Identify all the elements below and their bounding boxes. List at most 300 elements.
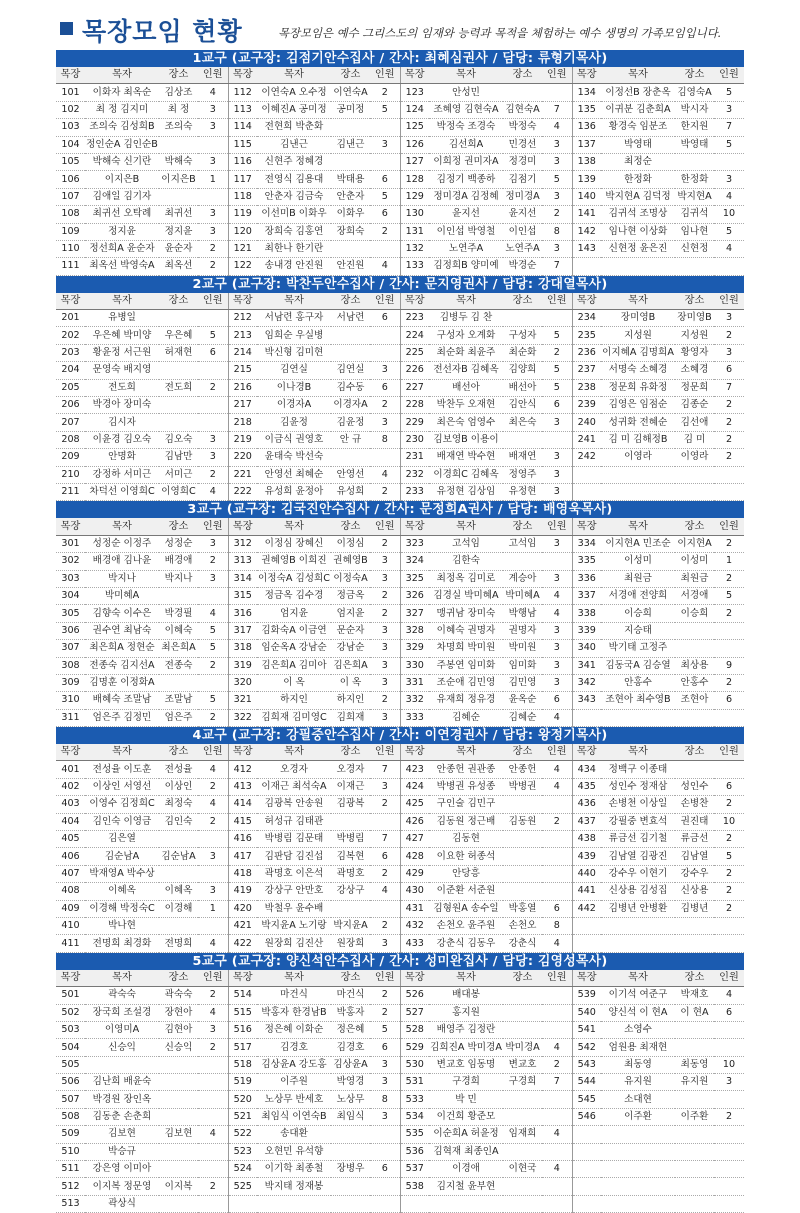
column-header: 목자 [85, 518, 159, 535]
meeting-place: 김현아 [159, 1021, 198, 1038]
member-count [542, 1021, 572, 1038]
meeting-place [503, 848, 542, 865]
column-header: 목자 [85, 744, 159, 761]
group-number: 224 [400, 327, 429, 344]
group-number: 132 [400, 240, 429, 257]
group-number: 134 [572, 84, 601, 101]
meeting-place [675, 1126, 714, 1143]
member-count: 2 [198, 987, 228, 1004]
member-count [370, 813, 400, 830]
leader-names: 박철우 윤수배 [257, 900, 331, 917]
member-count: 4 [542, 761, 572, 778]
group-number: 541 [572, 1021, 601, 1038]
table-row [56, 1195, 744, 1212]
meeting-place [159, 397, 198, 414]
member-count [542, 1195, 572, 1212]
column-header: 인원 [198, 744, 228, 761]
group-number: 545 [572, 1091, 601, 1108]
group-number: 341 [572, 657, 601, 674]
group-number: 511 [56, 1161, 85, 1178]
leader-names: 박경아 장미숙 [85, 397, 159, 414]
leader-names: 강춘식 김동우 [429, 935, 503, 952]
group-number: 137 [572, 136, 601, 153]
group-number: 408 [56, 883, 85, 900]
group-number: 439 [572, 848, 601, 865]
member-count [542, 310, 572, 327]
meeting-place: 유정현 [503, 483, 542, 500]
member-count: 4 [542, 587, 572, 604]
leader-names: 정문희 유화정 [601, 379, 675, 396]
member-count [714, 1161, 744, 1178]
member-count: 3 [370, 709, 400, 726]
table-row [56, 1108, 744, 1125]
leader-names: 전성율 이도훈 [85, 761, 159, 778]
column-header: 목자 [601, 744, 675, 761]
leader-names: 배경애 김나윤 [85, 553, 159, 570]
leader-names: 김정기 백종하 [429, 171, 503, 188]
column-header: 인원 [370, 744, 400, 761]
leader-names: 유지원 [601, 1074, 675, 1091]
meeting-place [675, 1195, 714, 1212]
member-count: 2 [714, 1108, 744, 1125]
meeting-place: 마건식 [331, 987, 370, 1004]
leader-names: 신현정 윤은진 [601, 240, 675, 257]
meeting-place [159, 1143, 198, 1160]
leader-names: 박영태 [601, 136, 675, 153]
group-number: 335 [572, 553, 601, 570]
meeting-place: 김상조 [159, 84, 198, 101]
leader-names: 배선아 [429, 379, 503, 396]
meeting-place: 성인수 [675, 778, 714, 795]
group-number: 544 [572, 1074, 601, 1091]
leader-names: 김낸근 [257, 136, 331, 153]
group-number: 327 [400, 605, 429, 622]
meeting-place: 김순남A [159, 848, 198, 865]
member-count: 5 [198, 327, 228, 344]
member-count: 3 [198, 206, 228, 223]
member-count: 3 [198, 153, 228, 170]
meeting-place: 김점기 [503, 171, 542, 188]
leader-names: 변교호 임동명 [429, 1056, 503, 1073]
member-count: 4 [542, 778, 572, 795]
column-header: 목장 [228, 67, 257, 84]
member-count: 7 [370, 831, 400, 848]
meeting-place: 소혜경 [675, 362, 714, 379]
meeting-place: 김남만 [159, 449, 198, 466]
meeting-place: 원장희 [331, 935, 370, 952]
meeting-place: 안영선 [331, 466, 370, 483]
group-number: 126 [400, 136, 429, 153]
member-count: 1 [198, 171, 228, 188]
group-number: 316 [228, 605, 257, 622]
member-count [714, 258, 744, 275]
group-number: 425 [400, 796, 429, 813]
member-count: 2 [370, 483, 400, 500]
group-number: 418 [228, 865, 257, 882]
column-header: 목자 [85, 970, 159, 987]
group-number: 113 [228, 101, 257, 118]
group-number: 518 [228, 1056, 257, 1073]
member-count: 4 [198, 796, 228, 813]
meeting-place [675, 1161, 714, 1178]
table-row [56, 865, 744, 882]
leader-names: 김동원 정근배 [429, 813, 503, 830]
member-count: 3 [198, 883, 228, 900]
meeting-place [503, 1143, 542, 1160]
leader-names: 정인순A 김인순B [85, 136, 159, 153]
group-number: 422 [228, 935, 257, 952]
table-row [56, 240, 744, 257]
column-header: 인원 [714, 970, 744, 987]
group-number [572, 1178, 601, 1195]
column-header: 목자 [601, 67, 675, 84]
member-count: 4 [198, 761, 228, 778]
meeting-place: 조의숙 [159, 119, 198, 136]
member-count: 2 [198, 657, 228, 674]
member-count [542, 1108, 572, 1125]
group-number: 430 [400, 883, 429, 900]
group-number: 211 [56, 483, 85, 500]
member-count [198, 1195, 228, 1212]
group-number: 404 [56, 813, 85, 830]
leader-names: 이성미 [601, 553, 675, 570]
member-count: 2 [370, 84, 400, 101]
district-banner: 2교구 (교구장: 박찬두안수집사 / 간사: 문지영권사 / 담당: 강대열목사) [56, 276, 744, 293]
member-count [198, 188, 228, 205]
group-number [572, 935, 601, 952]
leader-names: 이기학 최종철 [257, 1161, 331, 1178]
table-row [56, 1161, 744, 1178]
column-header: 장소 [331, 67, 370, 84]
member-count: 2 [198, 1039, 228, 1056]
group-number: 502 [56, 1004, 85, 1021]
leader-names: 김화숙A 이금연 [257, 622, 331, 639]
group-number: 101 [56, 84, 85, 101]
meeting-place: 임미화 [503, 657, 542, 674]
leader-names: 이영수 김정희C [85, 796, 159, 813]
column-header: 목장 [228, 518, 257, 535]
column-header: 장소 [331, 293, 370, 310]
column-header: 목장 [228, 293, 257, 310]
meeting-place: 곽숙숙 [159, 987, 198, 1004]
leader-names [601, 483, 675, 500]
meeting-place [159, 674, 198, 691]
column-header: 장소 [503, 744, 542, 761]
group-number: 411 [56, 935, 85, 952]
leader-names: 엄은주 김정민 [85, 709, 159, 726]
leader-names: 황경숙 임분조 [601, 119, 675, 136]
meeting-place: 이주환 [675, 1108, 714, 1125]
leader-names: 안홍수 [601, 674, 675, 691]
member-count: 2 [714, 397, 744, 414]
meeting-place: 노연주A [503, 240, 542, 257]
member-count: 3 [198, 570, 228, 587]
leader-names: 박지나 [85, 570, 159, 587]
meeting-place [159, 1091, 198, 1108]
leader-names: 강수우 이현기 [601, 865, 675, 882]
member-count: 3 [370, 362, 400, 379]
group-number: 406 [56, 848, 85, 865]
column-header: 인원 [198, 293, 228, 310]
meeting-place: 김민영 [503, 674, 542, 691]
group-number: 120 [228, 223, 257, 240]
group-number: 537 [400, 1161, 429, 1178]
district-table [56, 293, 744, 502]
group-number: 421 [228, 917, 257, 934]
leader-names [601, 1178, 675, 1195]
member-count: 7 [542, 258, 572, 275]
meeting-place: 전종숙 [159, 657, 198, 674]
group-number: 143 [572, 240, 601, 257]
table-row [56, 1021, 744, 1038]
member-count: 3 [542, 466, 572, 483]
meeting-place: 김은희A [331, 657, 370, 674]
meeting-place: 김선애 [675, 414, 714, 431]
meeting-place: 이경자A [331, 397, 370, 414]
leader-names: 이지복 정문영 [85, 1178, 159, 1195]
member-count: 2 [714, 674, 744, 691]
column-header: 인원 [370, 970, 400, 987]
column-header: 목장 [400, 67, 429, 84]
member-count [542, 1143, 572, 1160]
leader-names: 유성희 윤정아 [257, 483, 331, 500]
leader-names: 장국희 조설경 [85, 1004, 159, 1021]
group-number: 213 [228, 327, 257, 344]
member-count: 9 [714, 657, 744, 674]
meeting-place: 박영경 [331, 1074, 370, 1091]
leader-names: 임순옥A 강남순 [257, 640, 331, 657]
meeting-place: 이정숙A [331, 570, 370, 587]
table-row [56, 1074, 744, 1091]
meeting-place: 정경미 [503, 153, 542, 170]
group-number: 107 [56, 188, 85, 205]
group-number: 405 [56, 831, 85, 848]
group-number: 203 [56, 344, 85, 361]
member-count: 2 [198, 466, 228, 483]
meeting-place [331, 1178, 370, 1195]
member-count: 3 [198, 449, 228, 466]
leader-names: 구성자 오계화 [429, 327, 503, 344]
group-number: 212 [228, 310, 257, 327]
meeting-place: 윤지선 [503, 206, 542, 223]
leader-names: 황윤정 서근원 [85, 344, 159, 361]
leader-names: 손병천 이상일 [601, 796, 675, 813]
member-count: 2 [370, 692, 400, 709]
column-header: 장소 [503, 293, 542, 310]
meeting-place: 이정심 [331, 535, 370, 552]
meeting-place: 김영숙A [675, 84, 714, 101]
member-count [370, 1178, 400, 1195]
group-number: 340 [572, 640, 601, 657]
leader-names: 최한나 한기란 [257, 240, 331, 257]
group-number: 133 [400, 258, 429, 275]
column-header: 인원 [370, 518, 400, 535]
table-row [56, 188, 744, 205]
meeting-place: 한지원 [675, 119, 714, 136]
member-count: 2 [542, 344, 572, 361]
member-count: 3 [370, 570, 400, 587]
leader-names: 양신석 이 현A [601, 1004, 675, 1021]
member-count: 6 [370, 310, 400, 327]
meeting-place: 강춘식 [503, 935, 542, 952]
table-row [56, 848, 744, 865]
meeting-place: 박시자 [675, 101, 714, 118]
group-number: 220 [228, 449, 257, 466]
meeting-place: 구성자 [503, 327, 542, 344]
group-number [572, 917, 601, 934]
member-count: 3 [542, 240, 572, 257]
meeting-place: 엄은주 [159, 709, 198, 726]
group-number: 321 [228, 692, 257, 709]
group-number: 221 [228, 466, 257, 483]
member-count: 3 [714, 101, 744, 118]
group-number: 419 [228, 883, 257, 900]
member-count: 3 [370, 136, 400, 153]
leader-names: 김윤정 [257, 414, 331, 431]
table-row [56, 119, 744, 136]
member-count: 5 [542, 171, 572, 188]
meeting-place [503, 1091, 542, 1108]
group-number: 533 [400, 1091, 429, 1108]
table-row [56, 310, 744, 327]
group-number: 318 [228, 640, 257, 657]
member-count: 3 [714, 1074, 744, 1091]
meeting-place: 이지현A [675, 535, 714, 552]
leader-names: 최정순 [601, 153, 675, 170]
member-count [198, 310, 228, 327]
member-count: 2 [714, 605, 744, 622]
meeting-place: 김희재 [331, 709, 370, 726]
meeting-place: 이화우 [331, 206, 370, 223]
meeting-place: 황영자 [675, 344, 714, 361]
column-header: 장소 [159, 518, 198, 535]
meeting-place: 박태용 [331, 171, 370, 188]
meeting-place [675, 761, 714, 778]
group-number: 414 [228, 796, 257, 813]
member-count: 2 [714, 431, 744, 448]
member-count: 3 [198, 223, 228, 240]
table-row [56, 535, 744, 552]
meeting-place: 박미원 [503, 640, 542, 657]
group-number: 435 [572, 778, 601, 795]
member-count: 6 [370, 1039, 400, 1056]
table-row [56, 674, 744, 691]
member-count: 2 [370, 917, 400, 934]
leader-names: 차덕선 이영희C [85, 483, 159, 500]
group-number [572, 1143, 601, 1160]
member-count: 6 [370, 206, 400, 223]
leader-names: 박지현A 김덕정 [601, 188, 675, 205]
leader-names: 송대환 [257, 1126, 331, 1143]
meeting-place [331, 153, 370, 170]
leader-names: 권수연 최남숙 [85, 622, 159, 639]
meeting-place [503, 883, 542, 900]
member-count [714, 1021, 744, 1038]
meeting-place: 김동원 [503, 813, 542, 830]
meeting-place: 서경애 [675, 587, 714, 604]
group-number: 433 [400, 935, 429, 952]
table-row [56, 761, 744, 778]
leader-names: 강정하 서미근 [85, 466, 159, 483]
group-number: 402 [56, 778, 85, 795]
meeting-place: 정은혜 [331, 1021, 370, 1038]
group-number: 432 [400, 917, 429, 934]
group-number: 514 [228, 987, 257, 1004]
leader-names: 신현주 정혜경 [257, 153, 331, 170]
meeting-place [331, 240, 370, 257]
group-number: 210 [56, 466, 85, 483]
meeting-place: 고석임 [503, 535, 542, 552]
member-count [542, 848, 572, 865]
member-count [714, 1091, 744, 1108]
meeting-place: 민경선 [503, 136, 542, 153]
group-number: 102 [56, 101, 85, 118]
leader-names: 유정현 김상임 [429, 483, 503, 500]
meeting-place [503, 1004, 542, 1021]
group-number: 214 [228, 344, 257, 361]
meeting-place: 이혜옥 [159, 883, 198, 900]
member-count: 5 [714, 587, 744, 604]
column-header: 인원 [714, 744, 744, 761]
group-number: 130 [400, 206, 429, 223]
leader-names: 이경자A [257, 397, 331, 414]
meeting-place: 윤옥순 [503, 692, 542, 709]
meeting-place: 박지나 [159, 570, 198, 587]
member-count [198, 397, 228, 414]
group-number: 121 [228, 240, 257, 257]
leader-names: 이경희C 김혜옥 [429, 466, 503, 483]
meeting-place: 안종헌 [503, 761, 542, 778]
meeting-place: 박정숙 [503, 119, 542, 136]
member-count: 5 [542, 362, 572, 379]
meeting-place [675, 1143, 714, 1160]
group-number: 227 [400, 379, 429, 396]
meeting-place [159, 1056, 198, 1073]
column-header: 장소 [159, 293, 198, 310]
member-count: 2 [198, 553, 228, 570]
meeting-place [675, 483, 714, 500]
leader-names: 정은혜 이화순 [257, 1021, 331, 1038]
district-table [56, 744, 744, 953]
group-number: 237 [572, 362, 601, 379]
member-count: 3 [542, 640, 572, 657]
member-count: 4 [370, 258, 400, 275]
group-number: 125 [400, 119, 429, 136]
member-count: 2 [198, 1178, 228, 1195]
leader-names: 김판담 김진섭 [257, 848, 331, 865]
meeting-place: 정미경A [503, 188, 542, 205]
meeting-place: 정금옥 [331, 587, 370, 604]
leader-names: 손천오 윤주원 [429, 917, 503, 934]
leader-names: 이승희 [601, 605, 675, 622]
member-count: 2 [714, 535, 744, 552]
meeting-place: 최순화 [503, 344, 542, 361]
meeting-place: 이인섭 [503, 223, 542, 240]
meeting-place [159, 414, 198, 431]
member-count [198, 674, 228, 691]
column-header: 목장 [56, 293, 85, 310]
column-header: 인원 [714, 67, 744, 84]
leader-names: 장미영B [601, 310, 675, 327]
meeting-place: 박지윤A [331, 917, 370, 934]
meeting-place: 최 정 [159, 101, 198, 118]
leader-names: 이귀분 김춘희A [601, 101, 675, 118]
group-number: 315 [228, 587, 257, 604]
group-number: 342 [572, 674, 601, 691]
meeting-place: 정문희 [675, 379, 714, 396]
meeting-place: 박병림 [331, 831, 370, 848]
meeting-place: 유성희 [331, 483, 370, 500]
